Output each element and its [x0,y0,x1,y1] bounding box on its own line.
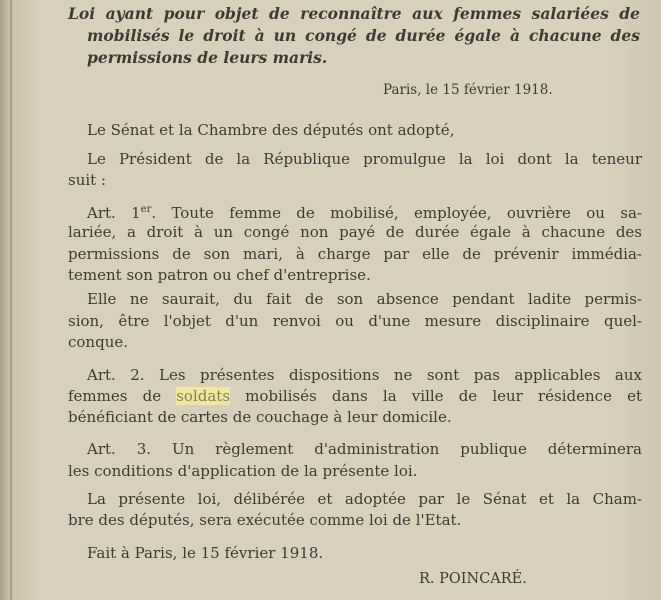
done-at: Fait à Paris, le 15 février 1918. [87,544,324,562]
art1-line-2: lariée, a droit à un congé non payé de durée égale à chacune des [68,223,642,241]
law-title-line-2: mobilisés le droit à un congé de durée égale à chacune des [87,26,640,45]
art1-line-3: permissions de son mari, à charge par elle de prévenir immédia- [68,245,642,263]
art1-line-1-text: . Toute femme de mobilisé, employée, ouvrière ou sa- [151,204,642,222]
art2-line-2-before: femmes de [68,387,177,405]
art2-line-1: Art. 2. Les présentes dispositions ne sont pas applicables aux [87,366,642,384]
closing-line-1: La présente loi, délibérée et adoptée par le Sénat et la Cham- [87,490,642,508]
art3-line-1: Art. 3. Un règlement d'administration publique déterminera [87,440,642,458]
art1-label: Art. 1 [87,204,141,222]
highlighted-word: soldats [176,387,231,405]
art1-line-4: tement son patron ou chef d'entreprise. [68,266,371,284]
preamble-line-1: Le Sénat et la Chambre des députés ont adopté, [87,121,455,139]
law-title-line-1: Loi ayant pour objet de reconnaître aux femmes salariées de [68,4,640,23]
art1-para2-line-1: Elle ne saurait, du fait de son absence pendant ladite permis- [87,290,642,308]
art1-line-1 [87,204,642,222]
art1-para2-line-2: sion, être l'objet d'un renvoi ou d'une mesure disciplinaire quel- [68,312,642,330]
law-title-line-3: permissions de leurs maris. [87,48,328,67]
preamble-line-3: suit : [68,171,107,189]
art1-sup: er [140,204,152,215]
page-fold [10,0,12,600]
art2-line-2 [68,387,642,405]
art2-line-3: bénéficiant de cartes de couchage à leur domicile. [68,408,452,426]
art2-line-2-after: mobilisés dans la ville de leur résidence et [230,387,642,405]
art3-line-2: les conditions d'application de la présente loi. [68,462,418,480]
preamble-line-2: Le Président de la République promulgue la loi dont la teneur [87,150,642,168]
signature: R. POINCARÉ. [419,571,527,587]
dateline: Paris, le 15 février 1918. [383,82,553,98]
closing-line-2: bre des députés, sera exécutée comme loi de l'Etat. [68,511,462,529]
art1-para2-line-3: conque. [68,333,128,351]
